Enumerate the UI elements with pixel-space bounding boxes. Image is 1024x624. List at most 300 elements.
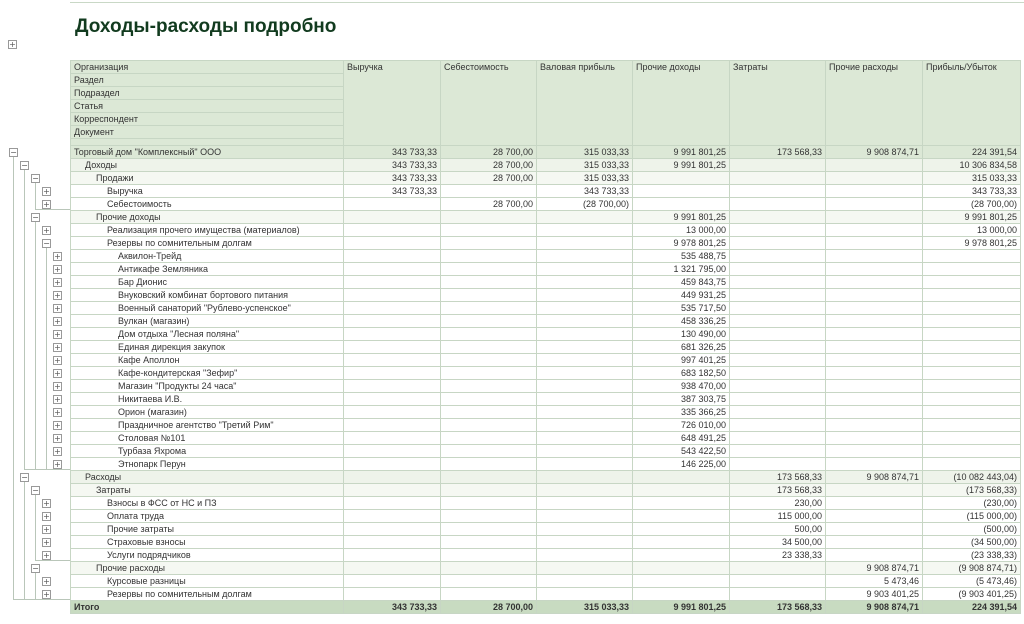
cell-value	[633, 172, 730, 185]
cell-value: 458 336,25	[633, 315, 730, 328]
cell-value: (10 082 443,04)	[923, 471, 1021, 484]
table-row[interactable]	[71, 211, 1021, 224]
cell-value	[441, 380, 537, 393]
cell-value	[633, 185, 730, 198]
cell-value: 28 700,00	[441, 172, 537, 185]
table-row[interactable]	[71, 393, 1021, 406]
expand-group-button[interactable]: +	[54, 395, 61, 404]
cell-value: 726 010,00	[633, 419, 730, 432]
table-row[interactable]	[71, 276, 1021, 289]
cell-value	[441, 237, 537, 250]
cell-value	[537, 302, 633, 315]
cell-value	[730, 380, 826, 393]
expand-group-button[interactable]: +	[43, 499, 50, 508]
table-row[interactable]	[71, 588, 1021, 601]
cell-value: 5 473,46	[826, 575, 923, 588]
cell-value	[923, 302, 1021, 315]
cell-value	[730, 211, 826, 224]
cell-value	[633, 575, 730, 588]
cell-value	[730, 185, 826, 198]
cell-value	[826, 497, 923, 510]
cell-value	[730, 562, 826, 575]
cell-value: 9 908 874,71	[826, 471, 923, 484]
cell-value	[826, 458, 923, 471]
cell-value: 343 733,33	[344, 146, 441, 159]
expand-group-button[interactable]: +	[54, 291, 61, 300]
table-row[interactable]	[71, 263, 1021, 276]
cell-value	[633, 549, 730, 562]
cell-value	[344, 302, 441, 315]
cell-value: 387 303,75	[633, 393, 730, 406]
cell-value	[344, 406, 441, 419]
row-label: Продажи	[71, 172, 344, 185]
table-row[interactable]	[71, 549, 1021, 562]
table-row[interactable]	[71, 185, 1021, 198]
cell-value	[441, 432, 537, 445]
table-row[interactable]	[71, 380, 1021, 393]
cell-value: (23 338,33)	[923, 549, 1021, 562]
collapse-group-button[interactable]: −	[32, 486, 39, 495]
table-row[interactable]	[71, 367, 1021, 380]
cell-value	[537, 263, 633, 276]
table-row[interactable]	[71, 315, 1021, 328]
table-row[interactable]	[71, 328, 1021, 341]
row-label: Реализация прочего имущества (материалов)	[71, 224, 344, 237]
row-label: Торговый дом "Комплексный" ООО	[71, 146, 344, 159]
table-row[interactable]	[71, 575, 1021, 588]
cell-value: 9 978 801,25	[923, 237, 1021, 250]
cell-value	[344, 497, 441, 510]
group-bracket-line	[35, 495, 36, 560]
cell-value	[344, 575, 441, 588]
cell-value	[441, 276, 537, 289]
row-label: Кафе Аполлон	[71, 354, 344, 367]
report-title: Доходы-расходы подробно	[75, 16, 337, 37]
cell-value: (173 568,33)	[923, 484, 1021, 497]
cell-value: 23 338,33	[730, 549, 826, 562]
cell-value: 681 326,25	[633, 341, 730, 354]
cell-value: 28 700,00	[441, 198, 537, 211]
cell-value: 343 733,33	[344, 185, 441, 198]
cell-value	[923, 380, 1021, 393]
cell-value: 9 903 401,25	[826, 588, 923, 601]
row-label: Расходы	[71, 471, 344, 484]
column-header[interactable]: Прочие доходы	[633, 61, 730, 146]
cell-value	[441, 536, 537, 549]
expand-group-button[interactable]: +	[54, 421, 61, 430]
total-row[interactable]	[71, 601, 1021, 614]
cell-value	[633, 471, 730, 484]
column-header[interactable]: Выручка	[344, 61, 441, 146]
collapse-group-button[interactable]: −	[21, 473, 28, 482]
table-row[interactable]	[71, 406, 1021, 419]
cell-value	[537, 276, 633, 289]
table-row[interactable]	[71, 237, 1021, 250]
expand-group-button[interactable]: +	[54, 343, 61, 352]
cell-value: 9 991 801,25	[633, 159, 730, 172]
cell-value	[344, 289, 441, 302]
report-top-border	[70, 2, 1024, 3]
cell-value	[730, 406, 826, 419]
cell-value	[344, 471, 441, 484]
cell-value: (500,00)	[923, 523, 1021, 536]
expand-group-button[interactable]: +	[43, 551, 50, 560]
row-label: Никитаева И.В.	[71, 393, 344, 406]
cell-value	[923, 432, 1021, 445]
row-label: Страховые взносы	[71, 536, 344, 549]
row-label: Единая дирекция закупок	[71, 341, 344, 354]
cell-value: (28 700,00)	[537, 198, 633, 211]
cell-value	[633, 497, 730, 510]
cell-value: (34 500,00)	[923, 536, 1021, 549]
cell-value	[344, 536, 441, 549]
expand-group-button[interactable]: +	[54, 330, 61, 339]
cell-value	[441, 562, 537, 575]
cell-value	[826, 419, 923, 432]
cell-value	[826, 406, 923, 419]
cell-value	[826, 445, 923, 458]
cell-value	[441, 588, 537, 601]
cell-value: 315 033,33	[923, 172, 1021, 185]
cell-value: 315 033,33	[537, 146, 633, 159]
table-row[interactable]	[71, 471, 1021, 484]
cell-value	[826, 172, 923, 185]
table-row[interactable]	[71, 510, 1021, 523]
cell-value: 173 568,33	[730, 471, 826, 484]
cell-value	[441, 354, 537, 367]
collapse-group-button[interactable]: −	[43, 239, 50, 248]
cell-value	[441, 341, 537, 354]
cell-value	[441, 458, 537, 471]
cell-value	[923, 341, 1021, 354]
cell-value	[730, 367, 826, 380]
collapse-group-button[interactable]: −	[32, 174, 39, 183]
table-row[interactable]	[71, 354, 1021, 367]
cell-value	[344, 198, 441, 211]
collapse-group-button[interactable]: −	[32, 213, 39, 222]
cell-value	[826, 198, 923, 211]
row-label: Резервы по сомнительным долгам	[71, 588, 344, 601]
cell-value	[730, 250, 826, 263]
cell-value: 10 306 834,58	[923, 159, 1021, 172]
cell-value: (5 473,46)	[923, 575, 1021, 588]
cell-value	[633, 484, 730, 497]
cell-value	[730, 341, 826, 354]
group-bracket-end	[35, 209, 70, 210]
row-label: Внуковский комбинат бортового питания	[71, 289, 344, 302]
cell-value	[923, 419, 1021, 432]
cell-value	[633, 536, 730, 549]
table-row[interactable]	[71, 159, 1021, 172]
cell-value: 343 733,33	[344, 172, 441, 185]
row-label: Дом отдыха "Лесная поляна"	[71, 328, 344, 341]
collapse-group-button[interactable]: −	[21, 161, 28, 170]
row-label: Прочие затраты	[71, 523, 344, 536]
cell-value	[344, 549, 441, 562]
cell-value	[441, 419, 537, 432]
cell-value	[730, 419, 826, 432]
cell-value	[537, 211, 633, 224]
group-bracket-line	[46, 248, 47, 469]
group-bracket-line	[24, 170, 25, 469]
cell-value: 648 491,25	[633, 432, 730, 445]
expand-group-button[interactable]: +	[43, 200, 50, 209]
expand-group-button[interactable]: +	[43, 590, 50, 599]
cell-value	[730, 237, 826, 250]
expand-all-header-button[interactable]: +	[9, 40, 16, 49]
cell-value	[441, 328, 537, 341]
expand-group-button[interactable]: +	[43, 538, 50, 547]
cell-value	[537, 224, 633, 237]
cell-value	[537, 354, 633, 367]
cell-value	[730, 289, 826, 302]
cell-value: 535 488,75	[633, 250, 730, 263]
expand-group-button[interactable]: +	[54, 265, 61, 274]
table-row[interactable]	[71, 445, 1021, 458]
cell-value	[730, 588, 826, 601]
cell-value	[344, 419, 441, 432]
column-header[interactable]: Прочие расходы	[826, 61, 923, 146]
expand-group-button[interactable]: +	[54, 382, 61, 391]
header-level-label: Статья	[71, 100, 344, 113]
cell-value	[537, 432, 633, 445]
cell-value	[923, 315, 1021, 328]
cell-value	[441, 224, 537, 237]
cell-value	[537, 510, 633, 523]
cell-value	[633, 588, 730, 601]
expand-group-button[interactable]: +	[43, 187, 50, 196]
row-label: Доходы	[71, 159, 344, 172]
cell-value: 315 033,33	[537, 601, 633, 614]
cell-value	[730, 159, 826, 172]
cell-value	[344, 562, 441, 575]
cell-value	[826, 536, 923, 549]
cell-value	[826, 250, 923, 263]
group-bracket-line	[24, 482, 25, 599]
row-label: Выручка	[71, 185, 344, 198]
cell-value	[826, 276, 923, 289]
expand-group-button[interactable]: +	[54, 317, 61, 326]
cell-value: 9 991 801,25	[633, 211, 730, 224]
cell-value: 997 401,25	[633, 354, 730, 367]
cell-value	[537, 380, 633, 393]
cell-value	[344, 341, 441, 354]
cell-value	[441, 315, 537, 328]
cell-value	[537, 523, 633, 536]
cell-value	[441, 302, 537, 315]
collapse-group-button[interactable]: −	[32, 564, 39, 573]
table-row[interactable]	[71, 432, 1021, 445]
cell-value	[730, 445, 826, 458]
cell-value	[826, 484, 923, 497]
expand-group-button[interactable]: +	[54, 408, 61, 417]
expand-group-button[interactable]: +	[54, 369, 61, 378]
expand-group-button[interactable]: +	[54, 278, 61, 287]
cell-value: 9 908 874,71	[826, 146, 923, 159]
expand-group-button[interactable]: +	[43, 525, 50, 534]
cell-value	[923, 393, 1021, 406]
cell-value	[633, 562, 730, 575]
row-label: Орион (магазин)	[71, 406, 344, 419]
expand-group-button[interactable]: +	[54, 304, 61, 313]
cell-value	[441, 211, 537, 224]
row-label: Затраты	[71, 484, 344, 497]
cell-value	[441, 185, 537, 198]
header-spacer-cell	[71, 139, 344, 146]
cell-value: (230,00)	[923, 497, 1021, 510]
row-label: Магазин "Продукты 24 часа"	[71, 380, 344, 393]
cell-value	[826, 211, 923, 224]
header-level-label: Подраздел	[71, 87, 344, 100]
cell-value	[344, 445, 441, 458]
table-row[interactable]	[71, 497, 1021, 510]
row-label: Военный санаторий "Рублево-успенское"	[71, 302, 344, 315]
cell-value	[441, 445, 537, 458]
cell-value	[633, 198, 730, 211]
row-label: Турбаза Яхрома	[71, 445, 344, 458]
cell-value: 500,00	[730, 523, 826, 536]
cell-value	[826, 393, 923, 406]
table-row[interactable]	[71, 458, 1021, 471]
table-row[interactable]	[71, 224, 1021, 237]
cell-value	[826, 341, 923, 354]
expand-group-button[interactable]: +	[43, 577, 50, 586]
table-row[interactable]	[71, 341, 1021, 354]
header-row	[71, 61, 1021, 74]
cell-value	[537, 497, 633, 510]
header-level-label: Документ	[71, 126, 344, 139]
row-label: Итого	[71, 601, 344, 614]
cell-value	[537, 445, 633, 458]
cell-value: (9 908 874,71)	[923, 562, 1021, 575]
cell-value	[441, 471, 537, 484]
column-header[interactable]: Прибыль/Убыток	[923, 61, 1021, 146]
cell-value	[537, 549, 633, 562]
report-table	[70, 60, 1021, 614]
cell-value	[826, 302, 923, 315]
expand-group-button[interactable]: +	[54, 447, 61, 456]
cell-value	[344, 224, 441, 237]
cell-value	[730, 263, 826, 276]
cell-value: (9 903 401,25)	[923, 588, 1021, 601]
expand-group-button[interactable]: +	[54, 460, 61, 469]
cell-value	[537, 588, 633, 601]
cell-value	[441, 523, 537, 536]
row-label: Столовая №101	[71, 432, 344, 445]
cell-value	[923, 263, 1021, 276]
table-row[interactable]	[71, 536, 1021, 549]
cell-value: 343 733,33	[923, 185, 1021, 198]
cell-value: 9 908 874,71	[826, 601, 923, 614]
cell-value	[537, 406, 633, 419]
expand-group-button[interactable]: +	[43, 512, 50, 521]
cell-value: 13 000,00	[923, 224, 1021, 237]
cell-value	[923, 354, 1021, 367]
cell-value	[344, 367, 441, 380]
cell-value: 9 991 801,25	[633, 146, 730, 159]
cell-value	[441, 575, 537, 588]
cell-value: 683 182,50	[633, 367, 730, 380]
cell-value: 173 568,33	[730, 601, 826, 614]
expand-group-button[interactable]: +	[54, 356, 61, 365]
header-level-label: Раздел	[71, 74, 344, 87]
table-row[interactable]	[71, 198, 1021, 211]
cell-value	[826, 354, 923, 367]
cell-value: 449 931,25	[633, 289, 730, 302]
row-label: Прочие расходы	[71, 562, 344, 575]
cell-value	[344, 523, 441, 536]
table-row[interactable]	[71, 302, 1021, 315]
row-label: Бар Дионис	[71, 276, 344, 289]
row-label: Аквилон-Трейд	[71, 250, 344, 263]
table-row[interactable]	[71, 523, 1021, 536]
cell-value	[344, 588, 441, 601]
cell-value	[441, 263, 537, 276]
cell-value	[537, 536, 633, 549]
expand-group-button[interactable]: +	[43, 226, 50, 235]
cell-value	[826, 432, 923, 445]
table-row[interactable]	[71, 289, 1021, 302]
cell-value	[730, 354, 826, 367]
column-header[interactable]: Валовая прибыль	[537, 61, 633, 146]
cell-value	[344, 510, 441, 523]
cell-value	[441, 484, 537, 497]
cell-value: 315 033,33	[537, 172, 633, 185]
cell-value	[537, 367, 633, 380]
cell-value	[344, 432, 441, 445]
cell-value	[441, 250, 537, 263]
expand-group-button[interactable]: +	[54, 252, 61, 261]
row-label: Взносы в ФСС от НС и ПЗ	[71, 497, 344, 510]
cell-value	[826, 224, 923, 237]
cell-value	[537, 575, 633, 588]
cell-value	[344, 458, 441, 471]
cell-value	[730, 302, 826, 315]
cell-value	[441, 289, 537, 302]
header-level-label: Корреспондент	[71, 113, 344, 126]
cell-value: 543 422,50	[633, 445, 730, 458]
cell-value	[441, 549, 537, 562]
cell-value: 535 717,50	[633, 302, 730, 315]
cell-value	[537, 289, 633, 302]
expand-group-button[interactable]: +	[54, 434, 61, 443]
cell-value: 130 490,00	[633, 328, 730, 341]
table-row[interactable]	[71, 484, 1021, 497]
cell-value	[826, 237, 923, 250]
cell-value: 28 700,00	[441, 146, 537, 159]
cell-value	[826, 549, 923, 562]
cell-value	[730, 575, 826, 588]
table-row[interactable]	[71, 172, 1021, 185]
row-label: Услуги подрядчиков	[71, 549, 344, 562]
cell-value: 343 733,33	[344, 601, 441, 614]
column-header[interactable]: Затраты	[730, 61, 826, 146]
cell-value	[344, 250, 441, 263]
column-header[interactable]: Себестоимость	[441, 61, 537, 146]
cell-value	[344, 211, 441, 224]
table-row[interactable]	[71, 250, 1021, 263]
group-bracket-end	[46, 469, 70, 470]
cell-value	[923, 289, 1021, 302]
cell-value	[730, 432, 826, 445]
cell-value	[826, 523, 923, 536]
table-row[interactable]	[71, 562, 1021, 575]
table-row[interactable]	[71, 146, 1021, 159]
collapse-group-button[interactable]: −	[10, 148, 17, 157]
cell-value	[826, 185, 923, 198]
cell-value	[344, 354, 441, 367]
table-row[interactable]	[71, 419, 1021, 432]
